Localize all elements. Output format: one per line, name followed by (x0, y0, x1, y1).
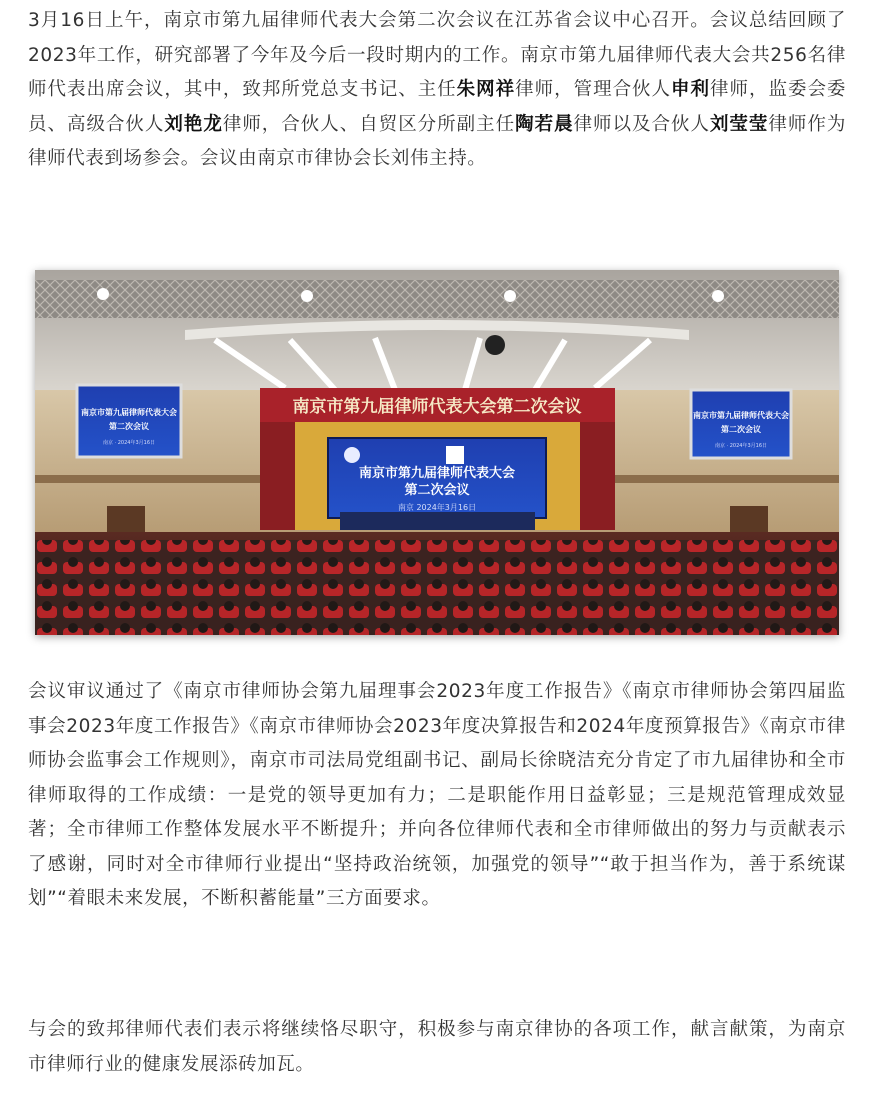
review-paragraph: 会议审议通过了《南京市律师协会第九届理事会2023年度工作报告》《南京市律师协会第四届监事会2023年度工作报告》《南京市律师协会2023年度决算报告和2024年度预算报告》《南京市律师协会监事会工作规则》，南京市司法局党组副书记、副局长徐晓洁充分肯定了市九届律协和全市律师取得的工作成绩：一是党的领导更加有力；二是职能作用日益彰显；三是规范管理成效显著；全市律师工作整体发展水平不断提升；并向各位律师代表和全市律师做出的努力与贡献表示了感谢，同时对全市律师行业提出“坚持政治统领，加强党的领导”“敢于担当作为，善于系统谋划”“着眼未来发展，不断积蓄能量”三方面要求。 (28, 681, 846, 909)
right-screen-title: 南京市第九届律师代表大会 (693, 410, 789, 420)
main-screen-subtitle: 第二次会议 (404, 483, 470, 498)
intro-text-3: 律师，监委会委员、高级合伙人 (28, 79, 847, 135)
intro-text-5: 律师以及合伙人 (573, 113, 710, 135)
curtain-right (580, 422, 615, 530)
left-screen-date: 南京 · 2024年3月16日 (102, 440, 156, 446)
intro-text-4: 律师，合伙人、自贸区分所副主任 (222, 113, 516, 135)
ceiling-light (301, 290, 313, 302)
ceiling-light (97, 288, 109, 300)
intro-text-6: 律师作为律师代表到场参会。会议由南京市律协会长刘伟主持。 (28, 113, 846, 169)
lawyer-name-1: 朱网祥 (456, 79, 516, 100)
intro-text-2: 律师，管理合伙人 (515, 79, 672, 100)
main-screen-title: 南京市第九届律师代表大会 (358, 466, 516, 481)
stage-banner-text: 南京市第九届律师代表大会第二次会议 (292, 397, 582, 417)
lawyer-name-3: 刘艳龙 (164, 113, 223, 135)
lawyer-name-2: 申利 (671, 79, 711, 100)
ceiling-light (712, 290, 724, 302)
intro-text-1: 3月16日上午，南京市第九届律师代表大会第二次会议在江苏省会议中心召开。会议总结回顾了2023年工作，研究部署了今年及今后一段时期内的工作。南京市第九届律师代表大会共256名律师代表出席会议，其中，致邦所党总支书记、主任 (28, 10, 846, 100)
lawyers-association-logo (344, 447, 360, 463)
lawyer-name-4: 陶若晨 (515, 113, 574, 135)
left-screen-title: 南京市第九届律师代表大会 (81, 407, 177, 417)
left-screen-subtitle: 第二次会议 (109, 421, 149, 431)
curtain-left (260, 422, 295, 530)
presidium-table (340, 512, 535, 530)
main-screen-date: 南京 2024年3月16日 (397, 503, 477, 512)
audience-seats (35, 540, 839, 635)
intro-paragraph (28, 4, 846, 177)
right-screen-date: 南京 · 2024年3月16日 (714, 443, 768, 449)
lawyer-name-5: 刘莹莹 (709, 113, 769, 135)
qr-code (446, 446, 464, 464)
closing-paragraph: 与会的致邦律师代表们表示将继续恪尽职守，积极参与南京律协的各项工作，献言献策，为南京市律师行业的健康发展添砖加瓦。 (28, 1019, 846, 1075)
projector (485, 335, 505, 355)
right-screen-subtitle: 第二次会议 (721, 424, 761, 434)
conference-photo (35, 270, 839, 635)
ceiling-light (504, 290, 516, 302)
